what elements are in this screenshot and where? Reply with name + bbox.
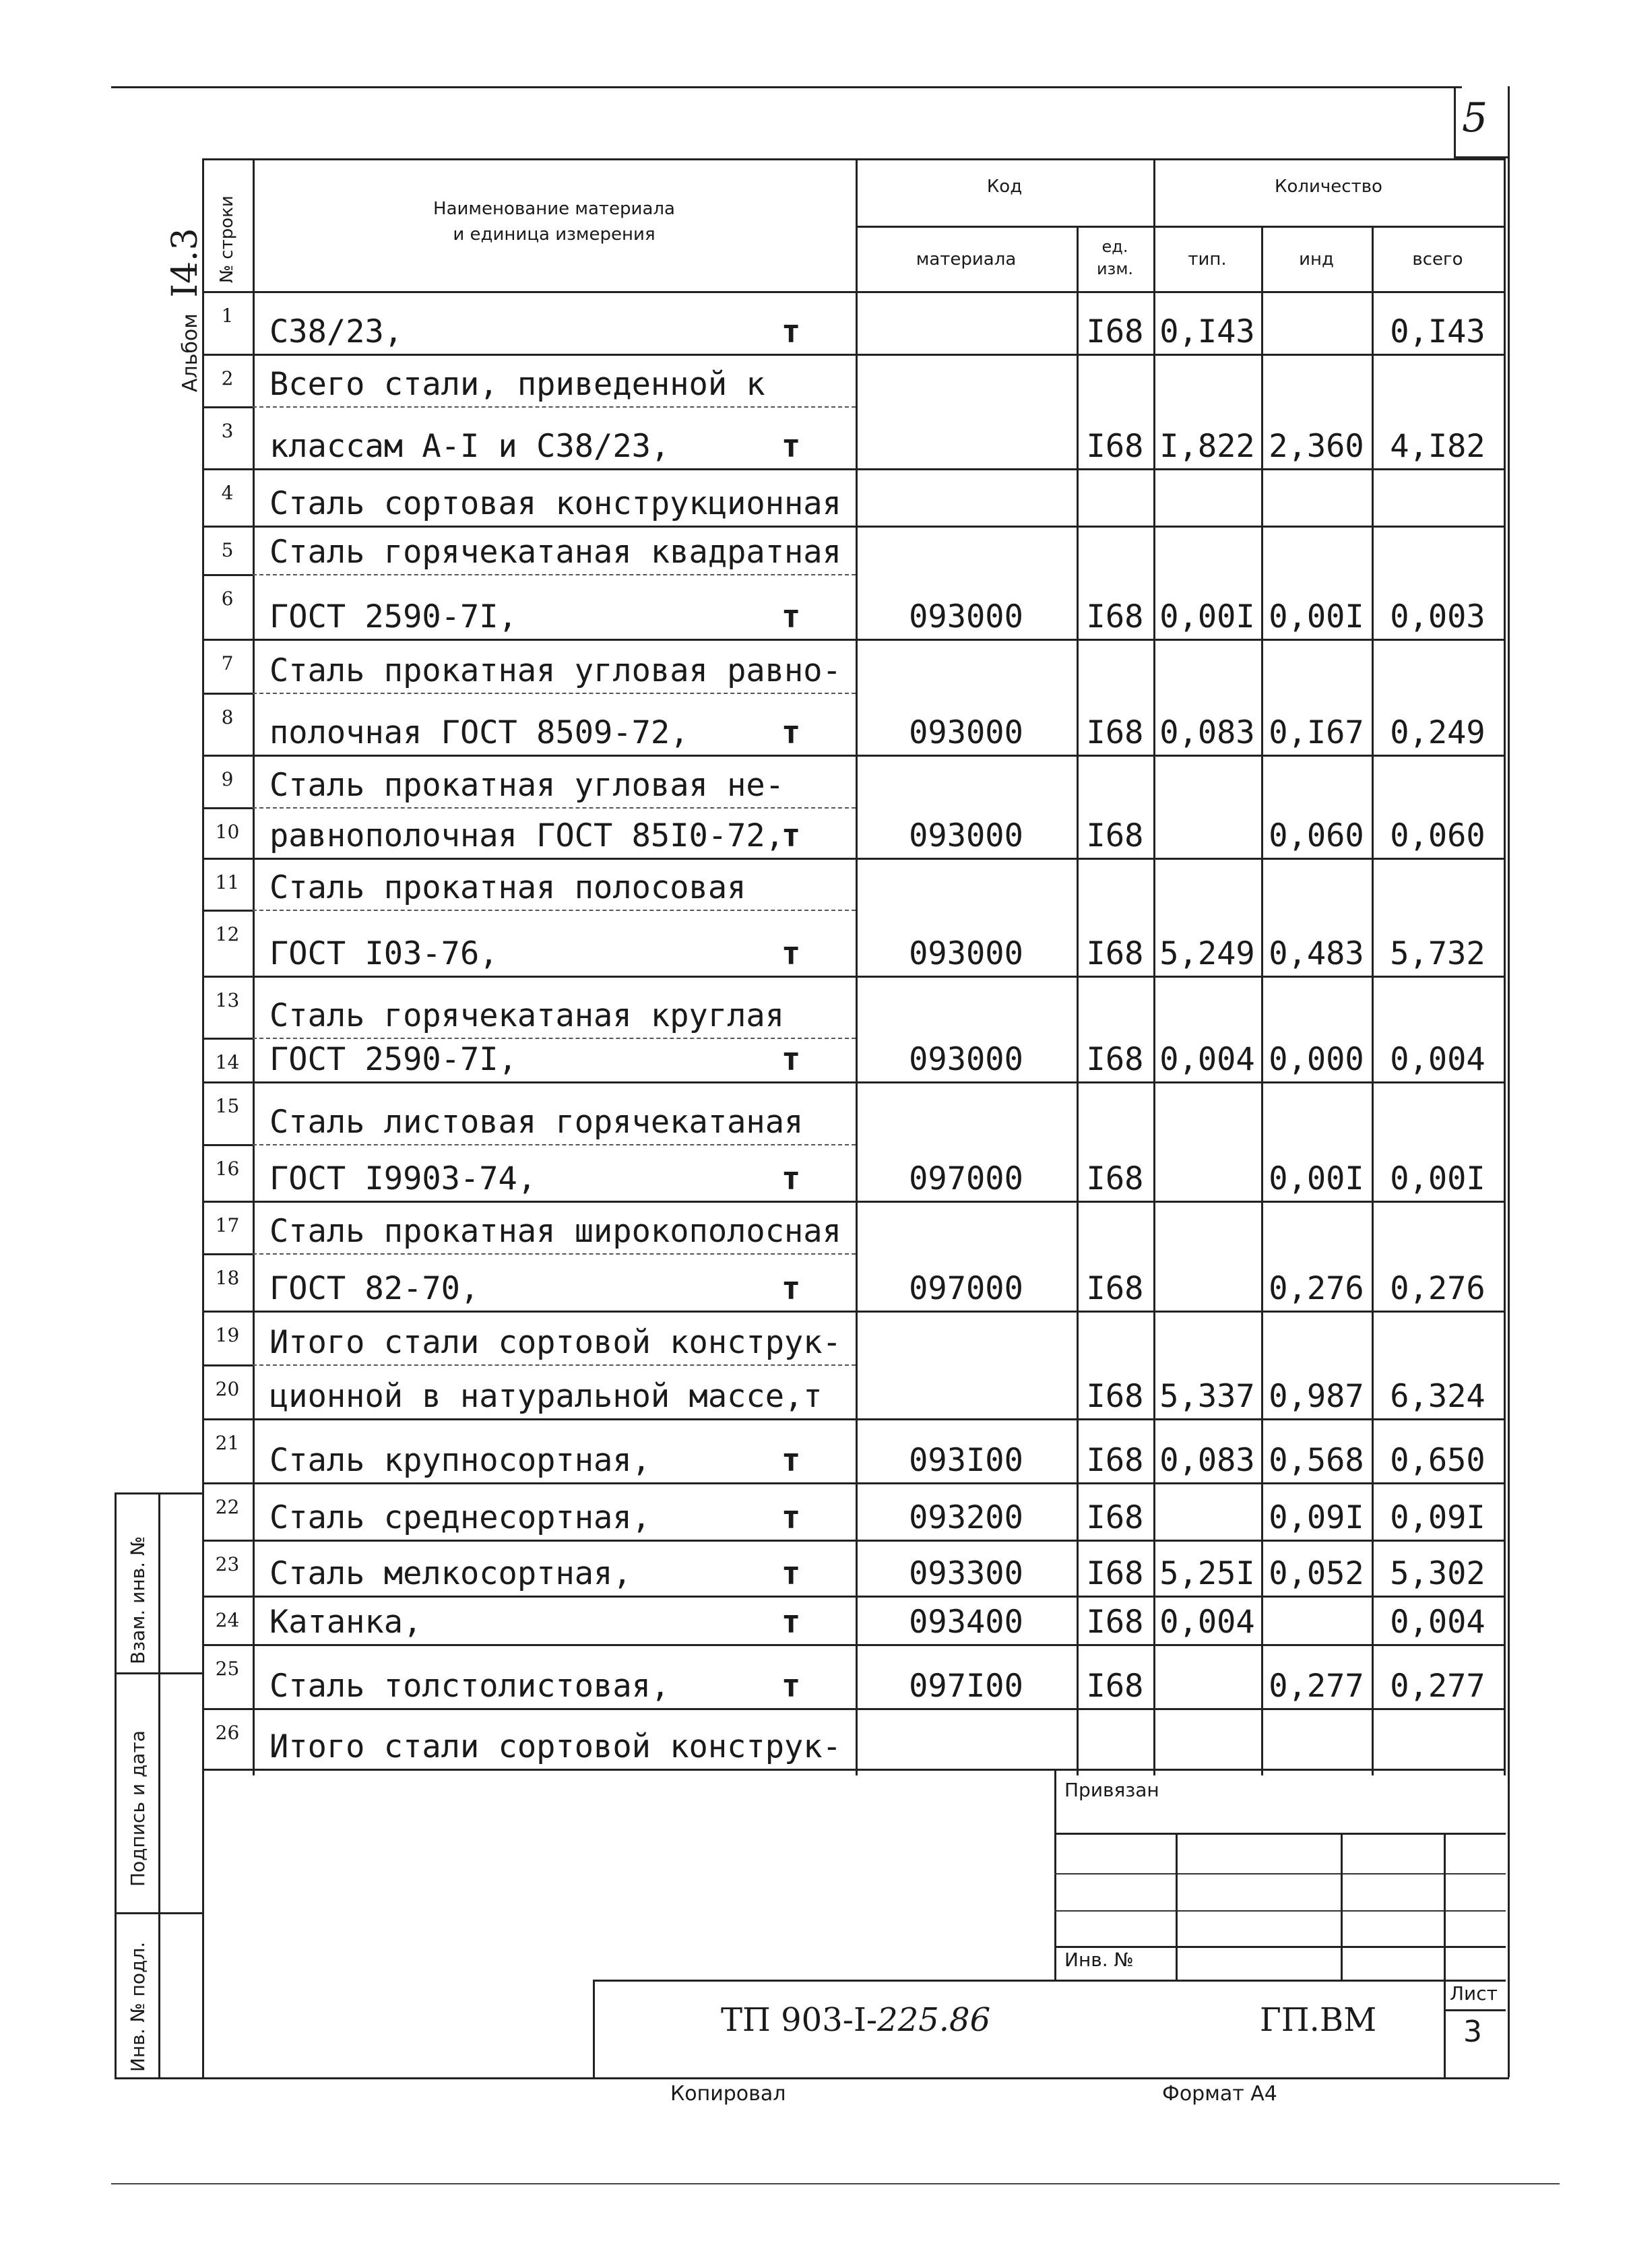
inv-no-label: Инв. № <box>1064 1949 1134 1971</box>
row-number: 4 <box>221 482 234 504</box>
qty-total: 0,I43 <box>1390 313 1485 350</box>
side-line-3 <box>115 1912 202 1914</box>
material-code: 093000 <box>909 714 1023 751</box>
stamp-line-1 <box>1054 1833 1506 1835</box>
sheet-label: Лист <box>1450 1982 1498 2005</box>
frame-left <box>115 1492 117 2079</box>
ind-header: инд <box>1299 249 1334 270</box>
qty-typ: 0,083 <box>1159 714 1255 751</box>
unit-code: I68 <box>1086 1442 1144 1479</box>
row-number: 25 <box>215 1658 240 1680</box>
material-name: ционной в натуральной массе,т <box>269 1378 823 1415</box>
unit-code: I68 <box>1086 1041 1144 1078</box>
qty-ind: 0,000 <box>1269 1041 1364 1078</box>
row-separator-num <box>202 910 253 912</box>
row-separator <box>253 1364 856 1366</box>
row-number: 16 <box>215 1158 240 1180</box>
material-code: 093000 <box>909 935 1023 972</box>
row-number: 7 <box>221 652 234 674</box>
row-separator <box>202 858 1506 860</box>
material-name: ГОСТ I03-76, <box>269 935 499 972</box>
album-label <box>165 228 205 392</box>
document-code <box>721 2001 990 2039</box>
row-separator <box>202 1596 1506 1598</box>
table-bottom <box>202 1769 1506 1771</box>
qty-typ: 0,00I <box>1159 598 1255 635</box>
material-code: 097000 <box>909 1270 1023 1307</box>
material-name: Сталь толстолистовая, <box>269 1668 670 1705</box>
code-header: Код <box>986 177 1023 197</box>
row-number: 20 <box>215 1378 240 1400</box>
qty-typ: 0,004 <box>1159 1604 1255 1641</box>
privyazan-label: Привязан <box>1064 1779 1159 1801</box>
stamp-left <box>1054 1769 1056 1981</box>
row-number: 22 <box>215 1496 240 1518</box>
material-name: ГОСТ 2590-7I, <box>269 598 517 635</box>
qty-typ: 0,083 <box>1159 1442 1255 1479</box>
unit-t: т <box>781 313 801 350</box>
unit-code: I68 <box>1086 598 1144 635</box>
row-separator <box>202 1482 1506 1484</box>
row-number: 26 <box>215 1722 240 1744</box>
row-separator <box>202 1311 1506 1313</box>
unit-t: т <box>781 935 801 972</box>
unit-code: I68 <box>1086 428 1144 465</box>
row-number: 14 <box>215 1051 240 1073</box>
material-name: Сталь листовая горячекатаная <box>269 1104 804 1141</box>
material-name: классам А-I и С38/23, <box>269 428 670 465</box>
album-label-text: Альбом <box>179 313 202 392</box>
typ-header: тип. <box>1188 249 1227 270</box>
material-name: ГОСТ I9903-74, <box>269 1160 537 1197</box>
material-code: 093000 <box>909 598 1023 635</box>
row-separator <box>253 807 856 809</box>
main-stamp-top <box>593 1980 1506 1982</box>
unit-t: т <box>781 817 801 854</box>
material-name: ГОСТ 2590-7I, <box>269 1041 517 1078</box>
qty-total: 0,060 <box>1390 817 1485 854</box>
section-code: ГП.ВМ <box>1260 2001 1377 2039</box>
material-name: Сталь горячекатаная квадратная <box>269 534 841 571</box>
row-separator-num <box>202 1038 253 1040</box>
row-number: 15 <box>215 1095 240 1117</box>
material-name: Сталь прокатная широкополосная <box>269 1213 841 1250</box>
row-number: 17 <box>215 1214 240 1236</box>
total-header: всего <box>1412 249 1463 270</box>
row-number: 11 <box>215 871 240 893</box>
sheet-number: 3 <box>1463 2015 1482 2049</box>
quantity-header: Количество <box>1275 177 1382 197</box>
qty-total: 0,00I <box>1390 1160 1485 1197</box>
material-name: полочная ГОСТ 8509-72, <box>269 714 689 751</box>
qty-ind: 0,052 <box>1269 1555 1364 1592</box>
material-name: Сталь сортовая конструкционная <box>269 485 841 522</box>
row-number: 3 <box>221 420 234 442</box>
qty-ind: 0,09I <box>1269 1499 1364 1536</box>
material-name: Сталь прокатная полосовая <box>269 869 746 906</box>
material-name: Сталь среднесортная, <box>269 1499 651 1536</box>
unit-t: т <box>781 1604 801 1641</box>
qty-total: 5,732 <box>1390 935 1485 972</box>
material-name: Катанка, <box>269 1604 422 1641</box>
unit-code: I68 <box>1086 935 1144 972</box>
material-name: Сталь горячекатаная круглая <box>269 997 785 1034</box>
header-bottom <box>202 291 1506 293</box>
row-separator <box>202 1201 1506 1203</box>
unit-code: I68 <box>1086 1668 1144 1705</box>
qty-ind: 0,060 <box>1269 817 1364 854</box>
row-number: 10 <box>215 821 240 843</box>
qty-ind: 2,360 <box>1269 428 1364 465</box>
page-number-handwritten: 5 <box>1462 94 1488 141</box>
row-separator-num <box>202 406 253 408</box>
material-name: Сталь прокатная угловая не- <box>269 767 785 804</box>
frame-right <box>1508 86 1510 2077</box>
material-name: Сталь мелкосортная, <box>269 1555 632 1592</box>
row-number: 24 <box>215 1609 240 1631</box>
sheet-box-left <box>1444 1980 1446 2077</box>
qty-total: 5,302 <box>1390 1555 1485 1592</box>
row-separator-num <box>202 807 253 809</box>
row-number: 13 <box>215 989 240 1011</box>
table-right <box>1504 158 1506 1775</box>
unit-code: I68 <box>1086 1378 1144 1415</box>
unit-t: т <box>781 1499 801 1536</box>
row-number: 5 <box>221 539 234 561</box>
col-name-left <box>253 158 255 1775</box>
unit-code: I68 <box>1086 1555 1144 1592</box>
table-left <box>202 158 204 2077</box>
qty-typ: 5,25I <box>1159 1555 1255 1592</box>
qty-total: 4,I82 <box>1390 428 1485 465</box>
stamp-v-3 <box>1444 1833 1446 1981</box>
qty-ind: 0,277 <box>1269 1668 1364 1705</box>
format-label: Формат А4 <box>1162 2082 1277 2106</box>
material-name: Сталь крупносортная, <box>269 1442 651 1479</box>
row-number: 23 <box>215 1553 240 1575</box>
name-header-2: и единица измерения <box>453 224 655 245</box>
material-name: Итого стали сортовой конструк- <box>269 1728 841 1765</box>
stamp-v-2 <box>1341 1833 1343 1981</box>
material-name: ГОСТ 82-70, <box>269 1270 480 1307</box>
qty-ind: 0,00I <box>1269 598 1364 635</box>
material-name: Сталь прокатная угловая равно- <box>269 652 841 689</box>
row-separator <box>202 1418 1506 1420</box>
qty-typ: 0,004 <box>1159 1041 1255 1078</box>
row-separator <box>202 976 1506 978</box>
material-name: С38/23, <box>269 313 404 350</box>
main-stamp-left <box>593 1980 595 2077</box>
unit-t: т <box>781 1160 801 1197</box>
doc-code-printed: ТП 903-I- <box>721 2001 878 2039</box>
row-separator <box>202 1540 1506 1542</box>
sheet-box-mid <box>1444 2009 1506 2011</box>
material-name: Всего стали, приведенной к <box>269 366 765 403</box>
material-code: 093400 <box>909 1604 1023 1641</box>
qty-ind: 0,568 <box>1269 1442 1364 1479</box>
row-number: 9 <box>221 768 234 790</box>
unit-code: I68 <box>1086 313 1144 350</box>
vzam-label: Взам. инв. № <box>127 1536 149 1664</box>
row-separator <box>202 526 1506 528</box>
row-number: 19 <box>215 1324 240 1346</box>
sign-label: Подпись и дата <box>127 1730 149 1887</box>
unit-t: т <box>781 714 801 751</box>
unit-t: т <box>781 1668 801 1705</box>
stamp-line-2 <box>1054 1873 1506 1875</box>
qty-total: 0,249 <box>1390 714 1485 751</box>
album-number: I4.3 <box>165 228 205 298</box>
qty-typ: 0,I43 <box>1159 313 1255 350</box>
unit-code: I68 <box>1086 1160 1144 1197</box>
row-number: 1 <box>221 305 234 327</box>
doc-code-handwritten: 225.86 <box>877 2001 991 2039</box>
row-separator <box>253 1253 856 1255</box>
material-code: 097I00 <box>909 1668 1023 1705</box>
header-mid <box>856 226 1506 228</box>
row-number: 2 <box>221 367 234 389</box>
unit-code: I68 <box>1086 1499 1144 1536</box>
qty-total: 6,324 <box>1390 1378 1485 1415</box>
row-separator <box>202 1644 1506 1646</box>
unit-code: I68 <box>1086 1270 1144 1307</box>
unit-t: т <box>781 1270 801 1307</box>
unit-t: т <box>781 1442 801 1479</box>
side-line-1 <box>115 1492 202 1494</box>
qty-ind: 0,276 <box>1269 1270 1364 1307</box>
qty-typ: I,822 <box>1159 428 1255 465</box>
row-number: 12 <box>215 923 240 945</box>
qty-total: 0,003 <box>1390 598 1485 635</box>
qty-typ: 5,249 <box>1159 935 1255 972</box>
material-name: Итого стали сортовой конструк- <box>269 1324 841 1361</box>
name-header-1: Наименование материала <box>433 199 675 219</box>
qty-ind: 0,483 <box>1269 935 1364 972</box>
material-code: 093200 <box>909 1499 1023 1536</box>
row-separator <box>202 1081 1506 1083</box>
stamp-line-3 <box>1054 1910 1506 1912</box>
qty-typ: 5,337 <box>1159 1378 1255 1415</box>
unit-t: т <box>781 1555 801 1592</box>
inv-label: Инв. № подл. <box>127 1941 149 2072</box>
frame-top <box>111 86 1462 88</box>
material-code: 093I00 <box>909 1442 1023 1479</box>
row-separator-num <box>202 693 253 695</box>
unit-code: I68 <box>1086 817 1144 854</box>
qty-total: 0,277 <box>1390 1668 1485 1705</box>
row-separator-num <box>202 574 253 576</box>
qty-total: 0,650 <box>1390 1442 1485 1479</box>
side-line-2 <box>115 1672 202 1674</box>
row-number: 21 <box>215 1432 240 1454</box>
qty-ind: 0,987 <box>1269 1378 1364 1415</box>
material-code: 093300 <box>909 1555 1023 1592</box>
row-number: 8 <box>221 706 234 728</box>
qty-total: 0,276 <box>1390 1270 1485 1307</box>
row-separator-num <box>202 1144 253 1146</box>
material-code: 097000 <box>909 1160 1023 1197</box>
unit-t: т <box>781 1041 801 1078</box>
page-bottom-rule <box>111 2183 1560 2184</box>
row-separator <box>202 354 1506 356</box>
material-code: 093000 <box>909 817 1023 854</box>
row-separator-num <box>202 1253 253 1255</box>
row-number: 6 <box>221 588 234 610</box>
unit-code: I68 <box>1086 714 1144 751</box>
qty-total: 0,004 <box>1390 1604 1485 1641</box>
row-separator <box>202 755 1506 757</box>
row-number: 18 <box>215 1267 240 1289</box>
qty-total: 0,09I <box>1390 1499 1485 1536</box>
unit-header-2: изм. <box>1096 259 1134 278</box>
stamp-v-1 <box>1176 1833 1178 1981</box>
copied-label: Копировал <box>670 2082 786 2106</box>
row-separator-num <box>202 1364 253 1366</box>
row-number-header: № строки <box>217 195 237 283</box>
material-name: равнополочная ГОСТ 85I0-72, <box>269 817 785 854</box>
row-separator <box>253 1038 856 1039</box>
row-separator <box>253 406 856 408</box>
qty-ind: 0,00I <box>1269 1160 1364 1197</box>
material-header: материала <box>916 249 1017 270</box>
table-top <box>202 158 1506 160</box>
qty-ind: 0,I67 <box>1269 714 1364 751</box>
stamp-line-4 <box>1054 1946 1506 1948</box>
row-separator <box>253 910 856 911</box>
unit-header-1: ед. <box>1101 237 1128 256</box>
frame-bottom <box>115 2077 1509 2079</box>
unit-t: т <box>781 598 801 635</box>
qty-total: 0,004 <box>1390 1041 1485 1078</box>
unit-code: I68 <box>1086 1604 1144 1641</box>
row-separator <box>253 574 856 575</box>
material-code: 093000 <box>909 1041 1023 1078</box>
row-separator <box>202 468 1506 470</box>
row-separator <box>253 693 856 694</box>
side-col-inner <box>158 1492 160 2079</box>
unit-t: т <box>781 428 801 465</box>
row-separator <box>253 1144 856 1145</box>
row-separator <box>202 639 1506 641</box>
row-separator <box>202 1708 1506 1710</box>
